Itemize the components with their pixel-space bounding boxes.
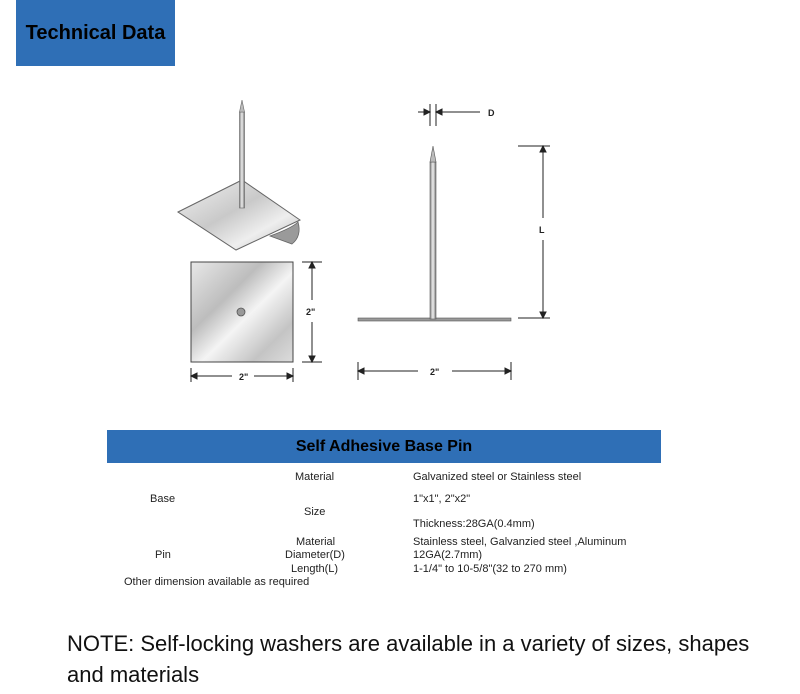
right-width-label: 2" bbox=[430, 367, 440, 377]
isometric-pin-shaft bbox=[240, 112, 245, 208]
section-title: Technical Data bbox=[25, 21, 166, 44]
pin-diameter-label: Diameter(D) bbox=[285, 549, 345, 561]
spec-table-header bbox=[107, 430, 661, 463]
isometric-pin-tip bbox=[240, 100, 245, 112]
base-size-label: Size bbox=[304, 506, 326, 518]
left-height-label: 2" bbox=[306, 307, 316, 317]
base-material-value: Galvanized steel or Stainless steel bbox=[413, 471, 582, 483]
base-size-value: 1"x1", 2"x2" bbox=[413, 493, 471, 505]
base-row-label: Base bbox=[150, 493, 176, 505]
isometric-pin-drawing bbox=[178, 100, 300, 250]
pin-length-label: Length(L) bbox=[291, 563, 339, 575]
pin-row-label: Pin bbox=[155, 549, 171, 561]
pin-material-label: Material bbox=[296, 536, 336, 548]
side-view-pin-tip bbox=[430, 146, 436, 162]
table-footnote: Other dimension available as required bbox=[124, 576, 310, 588]
pin-material-value: Stainless steel, Galvanzied steel ,Aluminum bbox=[413, 536, 627, 548]
length-label: L bbox=[539, 225, 545, 235]
base-material-label: Material bbox=[295, 471, 335, 483]
pin-hole bbox=[237, 308, 245, 316]
top-view-square bbox=[191, 262, 293, 362]
pin-diameter-value: 12GA(2.7mm) bbox=[413, 549, 483, 561]
diameter-label: D bbox=[488, 108, 495, 118]
base-thickness-value: Thickness:28GA(0.4mm) bbox=[413, 518, 535, 530]
diameter-dimension bbox=[418, 104, 480, 126]
note-text: NOTE: Self-locking washers are available in a variety of sizes, shapes and materials bbox=[67, 631, 750, 687]
length-dimension bbox=[518, 146, 550, 318]
side-view-pin-shaft bbox=[430, 162, 436, 319]
left-width-label: 2" bbox=[239, 372, 249, 382]
side-view-pin bbox=[358, 146, 511, 321]
spec-table-title: Self Adhesive Base Pin bbox=[295, 437, 473, 455]
pin-length-value: 1-1/4" to 10-5/8"(32 to 270 mm) bbox=[413, 563, 567, 575]
